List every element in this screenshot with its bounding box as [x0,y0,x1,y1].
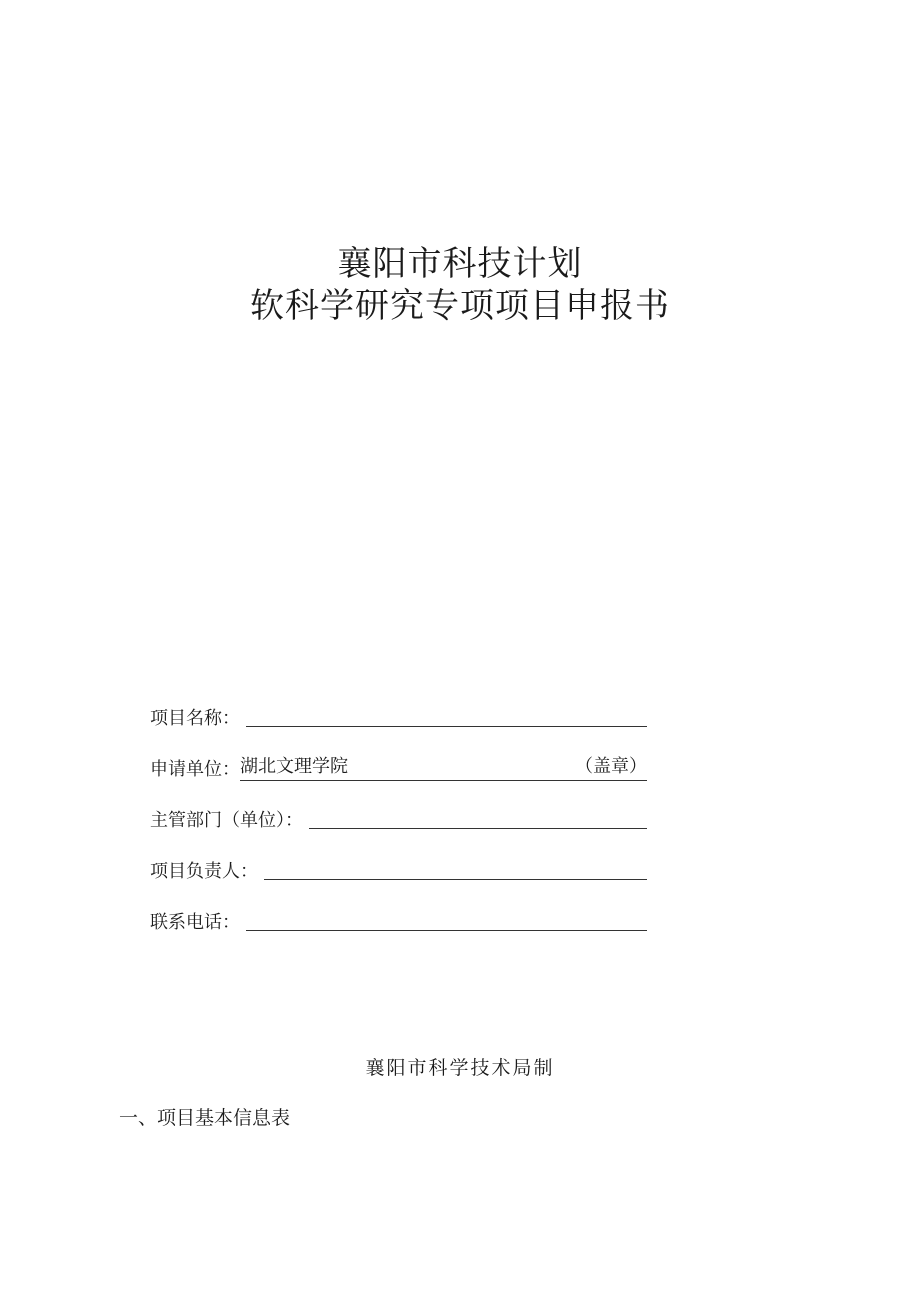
section-heading: 一、项目基本信息表 [119,1107,291,1129]
seal-note: （盖章） [575,756,647,777]
document-title-line-2: 软科学研究专项项目申报书 [250,286,670,326]
project-lead-blank [264,857,647,880]
issuer: 襄阳市科学技术局制 [365,1057,555,1079]
project-name-blank [246,704,647,727]
phone-blank [246,908,647,931]
project-name-label: 项目名称： [150,708,240,729]
document-title-line-1: 襄阳市科技计划 [337,244,583,284]
phone-field [150,909,647,937]
phone-label: 联系电话： [150,912,240,933]
supervising-dept-field [150,807,647,835]
applicant-unit-field [150,756,647,784]
project-name-field [150,705,647,733]
supervising-dept-label: 主管部门（单位）： [150,810,303,831]
project-lead-field [150,858,647,886]
applicant-unit-value: 湖北文理学院 [240,756,348,777]
project-lead-label: 项目负责人： [150,861,258,882]
supervising-dept-blank [309,806,647,829]
applicant-unit-blank [240,755,647,781]
applicant-unit-label: 申请单位： [150,759,240,780]
